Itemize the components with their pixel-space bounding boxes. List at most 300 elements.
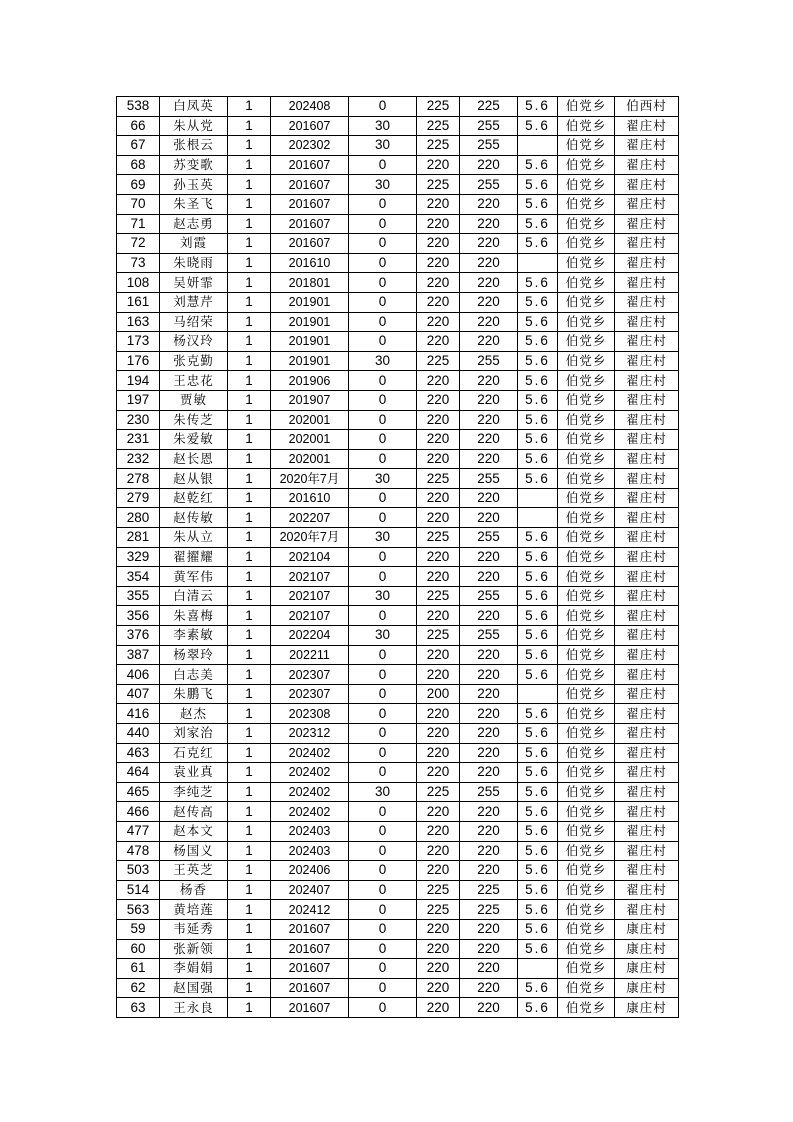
cell-rate xyxy=(518,508,558,528)
cell-rate: 5.6 xyxy=(518,704,558,724)
cell-total: 220 xyxy=(460,841,518,861)
cell-count: 1 xyxy=(228,292,271,312)
cell-total: 220 xyxy=(460,449,518,469)
cell-count: 1 xyxy=(228,234,271,254)
cell-rate: 5.6 xyxy=(518,97,558,117)
cell-extra: 0 xyxy=(349,861,417,881)
cell-count: 1 xyxy=(228,273,271,293)
cell-count: 1 xyxy=(228,626,271,646)
cell-date: 202412 xyxy=(271,900,349,920)
cell-name: 张根云 xyxy=(160,136,228,156)
cell-total: 255 xyxy=(460,136,518,156)
cell-village: 翟庄村 xyxy=(615,508,679,528)
cell-town: 伯党乡 xyxy=(558,469,615,489)
cell-name: 赵长恩 xyxy=(160,449,228,469)
cell-village: 康庄村 xyxy=(615,939,679,959)
cell-extra: 0 xyxy=(349,155,417,175)
cell-extra: 0 xyxy=(349,547,417,567)
cell-rate: 5.6 xyxy=(518,469,558,489)
cell-total: 220 xyxy=(460,684,518,704)
cell-town: 伯党乡 xyxy=(558,488,615,508)
cell-count: 1 xyxy=(228,665,271,685)
cell-id: 62 xyxy=(117,978,160,998)
cell-village: 翟庄村 xyxy=(615,586,679,606)
cell-extra: 0 xyxy=(349,919,417,939)
cell-extra: 0 xyxy=(349,959,417,979)
table-row xyxy=(117,743,679,763)
cell-extra: 0 xyxy=(349,97,417,117)
cell-id: 61 xyxy=(117,959,160,979)
cell-extra: 0 xyxy=(349,939,417,959)
cell-base: 220 xyxy=(417,410,460,430)
cell-village: 翟庄村 xyxy=(615,567,679,587)
cell-base: 220 xyxy=(417,371,460,391)
cell-base: 220 xyxy=(417,155,460,175)
cell-count: 1 xyxy=(228,116,271,136)
cell-name: 杨香 xyxy=(160,880,228,900)
cell-extra: 30 xyxy=(349,782,417,802)
cell-id: 478 xyxy=(117,841,160,861)
cell-village: 翟庄村 xyxy=(615,332,679,352)
cell-date: 201901 xyxy=(271,351,349,371)
cell-extra: 0 xyxy=(349,430,417,450)
cell-id: 538 xyxy=(117,97,160,117)
cell-town: 伯党乡 xyxy=(558,743,615,763)
cell-count: 1 xyxy=(228,528,271,548)
cell-extra: 0 xyxy=(349,998,417,1018)
cell-base: 225 xyxy=(417,528,460,548)
table-row xyxy=(117,97,679,117)
cell-name: 李纯芝 xyxy=(160,782,228,802)
cell-rate: 5.6 xyxy=(518,116,558,136)
cell-base: 220 xyxy=(417,821,460,841)
cell-village: 翟庄村 xyxy=(615,724,679,744)
cell-rate: 5.6 xyxy=(518,214,558,234)
cell-town: 伯党乡 xyxy=(558,861,615,881)
cell-total: 220 xyxy=(460,214,518,234)
cell-village: 康庄村 xyxy=(615,978,679,998)
cell-id: 279 xyxy=(117,488,160,508)
cell-date: 202307 xyxy=(271,684,349,704)
cell-id: 514 xyxy=(117,880,160,900)
cell-extra: 0 xyxy=(349,508,417,528)
cell-total: 220 xyxy=(460,390,518,410)
cell-total: 220 xyxy=(460,665,518,685)
cell-id: 72 xyxy=(117,234,160,254)
cell-base: 220 xyxy=(417,292,460,312)
cell-name: 孙玉英 xyxy=(160,175,228,195)
cell-date: 202402 xyxy=(271,802,349,822)
cell-extra: 0 xyxy=(349,253,417,273)
cell-name: 王英芝 xyxy=(160,861,228,881)
cell-name: 王忠花 xyxy=(160,371,228,391)
cell-extra: 0 xyxy=(349,214,417,234)
cell-total: 220 xyxy=(460,567,518,587)
cell-id: 280 xyxy=(117,508,160,528)
cell-date: 202312 xyxy=(271,724,349,744)
cell-count: 1 xyxy=(228,351,271,371)
cell-id: 466 xyxy=(117,802,160,822)
cell-town: 伯党乡 xyxy=(558,586,615,606)
cell-total: 225 xyxy=(460,900,518,920)
cell-count: 1 xyxy=(228,371,271,391)
cell-base: 220 xyxy=(417,312,460,332)
cell-name: 朱从党 xyxy=(160,116,228,136)
cell-total: 220 xyxy=(460,410,518,430)
table-row xyxy=(117,939,679,959)
cell-name: 翟擢耀 xyxy=(160,547,228,567)
table-body xyxy=(117,97,679,1018)
cell-date: 202408 xyxy=(271,97,349,117)
cell-name: 赵国强 xyxy=(160,978,228,998)
cell-date: 201607 xyxy=(271,919,349,939)
cell-date: 201607 xyxy=(271,155,349,175)
cell-id: 464 xyxy=(117,763,160,783)
cell-date: 202403 xyxy=(271,841,349,861)
cell-base: 220 xyxy=(417,488,460,508)
cell-rate: 5.6 xyxy=(518,900,558,920)
cell-village: 翟庄村 xyxy=(615,371,679,391)
cell-extra: 30 xyxy=(349,351,417,371)
cell-count: 1 xyxy=(228,959,271,979)
table-row xyxy=(117,273,679,293)
cell-town: 伯党乡 xyxy=(558,626,615,646)
cell-id: 355 xyxy=(117,586,160,606)
table-row xyxy=(117,684,679,704)
cell-count: 1 xyxy=(228,547,271,567)
cell-name: 贾敏 xyxy=(160,390,228,410)
cell-name: 朱从立 xyxy=(160,528,228,548)
cell-count: 1 xyxy=(228,410,271,430)
cell-total: 220 xyxy=(460,998,518,1018)
cell-town: 伯党乡 xyxy=(558,724,615,744)
cell-village: 康庄村 xyxy=(615,959,679,979)
cell-base: 220 xyxy=(417,332,460,352)
cell-count: 1 xyxy=(228,880,271,900)
cell-date: 202308 xyxy=(271,704,349,724)
cell-id: 232 xyxy=(117,449,160,469)
cell-date: 202107 xyxy=(271,567,349,587)
cell-village: 翟庄村 xyxy=(615,410,679,430)
cell-total: 255 xyxy=(460,626,518,646)
cell-village: 翟庄村 xyxy=(615,214,679,234)
cell-village: 翟庄村 xyxy=(615,841,679,861)
cell-village: 翟庄村 xyxy=(615,175,679,195)
cell-base: 220 xyxy=(417,978,460,998)
cell-name: 赵传高 xyxy=(160,802,228,822)
cell-id: 407 xyxy=(117,684,160,704)
cell-date: 201607 xyxy=(271,959,349,979)
cell-rate: 5.6 xyxy=(518,528,558,548)
cell-name: 赵本文 xyxy=(160,821,228,841)
cell-village: 翟庄村 xyxy=(615,528,679,548)
cell-rate: 5.6 xyxy=(518,194,558,214)
cell-village: 翟庄村 xyxy=(615,861,679,881)
cell-extra: 0 xyxy=(349,390,417,410)
cell-total: 255 xyxy=(460,586,518,606)
cell-count: 1 xyxy=(228,253,271,273)
cell-base: 220 xyxy=(417,390,460,410)
cell-village: 翟庄村 xyxy=(615,116,679,136)
cell-rate: 5.6 xyxy=(518,430,558,450)
cell-extra: 0 xyxy=(349,645,417,665)
cell-base: 220 xyxy=(417,861,460,881)
cell-id: 163 xyxy=(117,312,160,332)
cell-date: 202104 xyxy=(271,547,349,567)
cell-extra: 0 xyxy=(349,332,417,352)
cell-rate xyxy=(518,253,558,273)
cell-name: 张克勤 xyxy=(160,351,228,371)
cell-rate: 5.6 xyxy=(518,861,558,881)
table-row xyxy=(117,332,679,352)
table-row xyxy=(117,841,679,861)
cell-village: 翟庄村 xyxy=(615,292,679,312)
cell-total: 220 xyxy=(460,273,518,293)
cell-town: 伯党乡 xyxy=(558,155,615,175)
cell-total: 255 xyxy=(460,351,518,371)
cell-name: 赵从银 xyxy=(160,469,228,489)
cell-total: 255 xyxy=(460,469,518,489)
cell-town: 伯党乡 xyxy=(558,449,615,469)
cell-town: 伯党乡 xyxy=(558,175,615,195)
cell-base: 225 xyxy=(417,900,460,920)
cell-base: 225 xyxy=(417,626,460,646)
cell-town: 伯党乡 xyxy=(558,410,615,430)
cell-base: 220 xyxy=(417,508,460,528)
cell-date: 201901 xyxy=(271,332,349,352)
cell-rate: 5.6 xyxy=(518,841,558,861)
cell-count: 1 xyxy=(228,469,271,489)
cell-id: 329 xyxy=(117,547,160,567)
cell-base: 200 xyxy=(417,684,460,704)
cell-name: 朱晓雨 xyxy=(160,253,228,273)
cell-rate: 5.6 xyxy=(518,155,558,175)
table-row xyxy=(117,430,679,450)
cell-town: 伯党乡 xyxy=(558,371,615,391)
cell-total: 220 xyxy=(460,919,518,939)
table-row xyxy=(117,861,679,881)
cell-id: 376 xyxy=(117,626,160,646)
cell-rate: 5.6 xyxy=(518,547,558,567)
cell-base: 220 xyxy=(417,194,460,214)
cell-town: 伯党乡 xyxy=(558,214,615,234)
cell-name: 苏变歌 xyxy=(160,155,228,175)
cell-date: 201901 xyxy=(271,312,349,332)
cell-extra: 30 xyxy=(349,586,417,606)
cell-base: 220 xyxy=(417,704,460,724)
cell-extra: 0 xyxy=(349,802,417,822)
cell-name: 黄培莲 xyxy=(160,900,228,920)
table-row xyxy=(117,959,679,979)
cell-id: 73 xyxy=(117,253,160,273)
cell-date: 201607 xyxy=(271,939,349,959)
cell-name: 赵杰 xyxy=(160,704,228,724)
cell-name: 李素敏 xyxy=(160,626,228,646)
cell-rate: 5.6 xyxy=(518,724,558,744)
cell-total: 220 xyxy=(460,743,518,763)
cell-extra: 30 xyxy=(349,175,417,195)
table-row xyxy=(117,782,679,802)
cell-village: 翟庄村 xyxy=(615,155,679,175)
cell-village: 伯西村 xyxy=(615,97,679,117)
cell-date: 202407 xyxy=(271,880,349,900)
cell-rate: 5.6 xyxy=(518,351,558,371)
cell-total: 220 xyxy=(460,292,518,312)
cell-village: 翟庄村 xyxy=(615,880,679,900)
cell-total: 225 xyxy=(460,97,518,117)
cell-rate: 5.6 xyxy=(518,332,558,352)
cell-rate: 5.6 xyxy=(518,371,558,391)
cell-town: 伯党乡 xyxy=(558,136,615,156)
table-row xyxy=(117,724,679,744)
cell-id: 278 xyxy=(117,469,160,489)
cell-id: 416 xyxy=(117,704,160,724)
cell-id: 281 xyxy=(117,528,160,548)
cell-town: 伯党乡 xyxy=(558,802,615,822)
cell-base: 220 xyxy=(417,919,460,939)
cell-extra: 0 xyxy=(349,488,417,508)
cell-town: 伯党乡 xyxy=(558,253,615,273)
cell-extra: 30 xyxy=(349,626,417,646)
cell-village: 翟庄村 xyxy=(615,312,679,332)
cell-rate: 5.6 xyxy=(518,312,558,332)
cell-date: 202001 xyxy=(271,410,349,430)
cell-rate: 5.6 xyxy=(518,606,558,626)
cell-town: 伯党乡 xyxy=(558,528,615,548)
cell-id: 108 xyxy=(117,273,160,293)
cell-count: 1 xyxy=(228,194,271,214)
cell-count: 1 xyxy=(228,802,271,822)
cell-base: 220 xyxy=(417,430,460,450)
cell-extra: 0 xyxy=(349,821,417,841)
table-row xyxy=(117,214,679,234)
cell-name: 赵乾红 xyxy=(160,488,228,508)
cell-town: 伯党乡 xyxy=(558,606,615,626)
table-row xyxy=(117,606,679,626)
cell-total: 220 xyxy=(460,978,518,998)
cell-base: 220 xyxy=(417,273,460,293)
cell-base: 220 xyxy=(417,763,460,783)
cell-extra: 0 xyxy=(349,763,417,783)
cell-name: 白清云 xyxy=(160,586,228,606)
cell-base: 225 xyxy=(417,136,460,156)
cell-name: 黄军伟 xyxy=(160,567,228,587)
cell-id: 176 xyxy=(117,351,160,371)
cell-id: 356 xyxy=(117,606,160,626)
cell-extra: 0 xyxy=(349,234,417,254)
cell-count: 1 xyxy=(228,841,271,861)
cell-town: 伯党乡 xyxy=(558,880,615,900)
cell-count: 1 xyxy=(228,743,271,763)
cell-total: 220 xyxy=(460,430,518,450)
cell-id: 387 xyxy=(117,645,160,665)
cell-village: 翟庄村 xyxy=(615,430,679,450)
table-row xyxy=(117,665,679,685)
cell-village: 翟庄村 xyxy=(615,645,679,665)
cell-date: 202307 xyxy=(271,665,349,685)
table-row xyxy=(117,998,679,1018)
cell-id: 161 xyxy=(117,292,160,312)
cell-total: 220 xyxy=(460,939,518,959)
cell-rate: 5.6 xyxy=(518,567,558,587)
cell-id: 68 xyxy=(117,155,160,175)
cell-id: 477 xyxy=(117,821,160,841)
cell-date: 2020年7月 xyxy=(271,528,349,548)
cell-rate: 5.6 xyxy=(518,410,558,430)
cell-id: 194 xyxy=(117,371,160,391)
cell-total: 220 xyxy=(460,802,518,822)
cell-id: 173 xyxy=(117,332,160,352)
cell-total: 220 xyxy=(460,606,518,626)
cell-rate: 5.6 xyxy=(518,743,558,763)
cell-date: 201906 xyxy=(271,371,349,391)
table-row xyxy=(117,880,679,900)
table-row xyxy=(117,567,679,587)
cell-base: 220 xyxy=(417,606,460,626)
cell-total: 220 xyxy=(460,645,518,665)
cell-date: 201607 xyxy=(271,214,349,234)
cell-village: 翟庄村 xyxy=(615,782,679,802)
cell-date: 2020年7月 xyxy=(271,469,349,489)
table-row xyxy=(117,528,679,548)
cell-name: 杨国义 xyxy=(160,841,228,861)
table-row xyxy=(117,704,679,724)
cell-count: 1 xyxy=(228,508,271,528)
cell-count: 1 xyxy=(228,782,271,802)
cell-date: 202211 xyxy=(271,645,349,665)
cell-town: 伯党乡 xyxy=(558,998,615,1018)
cell-base: 220 xyxy=(417,939,460,959)
cell-count: 1 xyxy=(228,939,271,959)
cell-village: 康庄村 xyxy=(615,919,679,939)
cell-count: 1 xyxy=(228,861,271,881)
cell-count: 1 xyxy=(228,332,271,352)
cell-village: 翟庄村 xyxy=(615,390,679,410)
cell-date: 202001 xyxy=(271,430,349,450)
cell-total: 220 xyxy=(460,763,518,783)
cell-rate: 5.6 xyxy=(518,390,558,410)
cell-total: 255 xyxy=(460,528,518,548)
cell-count: 1 xyxy=(228,645,271,665)
cell-village: 翟庄村 xyxy=(615,743,679,763)
cell-town: 伯党乡 xyxy=(558,821,615,841)
table-row xyxy=(117,351,679,371)
cell-id: 71 xyxy=(117,214,160,234)
cell-town: 伯党乡 xyxy=(558,312,615,332)
cell-town: 伯党乡 xyxy=(558,430,615,450)
cell-village: 翟庄村 xyxy=(615,547,679,567)
cell-date: 201607 xyxy=(271,234,349,254)
cell-village: 翟庄村 xyxy=(615,253,679,273)
cell-total: 220 xyxy=(460,155,518,175)
cell-town: 伯党乡 xyxy=(558,939,615,959)
cell-total: 255 xyxy=(460,782,518,802)
cell-village: 翟庄村 xyxy=(615,606,679,626)
cell-total: 220 xyxy=(460,861,518,881)
cell-total: 220 xyxy=(460,488,518,508)
cell-name: 白凤英 xyxy=(160,97,228,117)
cell-village: 翟庄村 xyxy=(615,136,679,156)
cell-village: 翟庄村 xyxy=(615,469,679,489)
cell-count: 1 xyxy=(228,724,271,744)
cell-name: 赵传敏 xyxy=(160,508,228,528)
cell-total: 220 xyxy=(460,724,518,744)
cell-base: 225 xyxy=(417,175,460,195)
cell-rate: 5.6 xyxy=(518,821,558,841)
cell-town: 伯党乡 xyxy=(558,919,615,939)
cell-extra: 0 xyxy=(349,606,417,626)
cell-id: 230 xyxy=(117,410,160,430)
